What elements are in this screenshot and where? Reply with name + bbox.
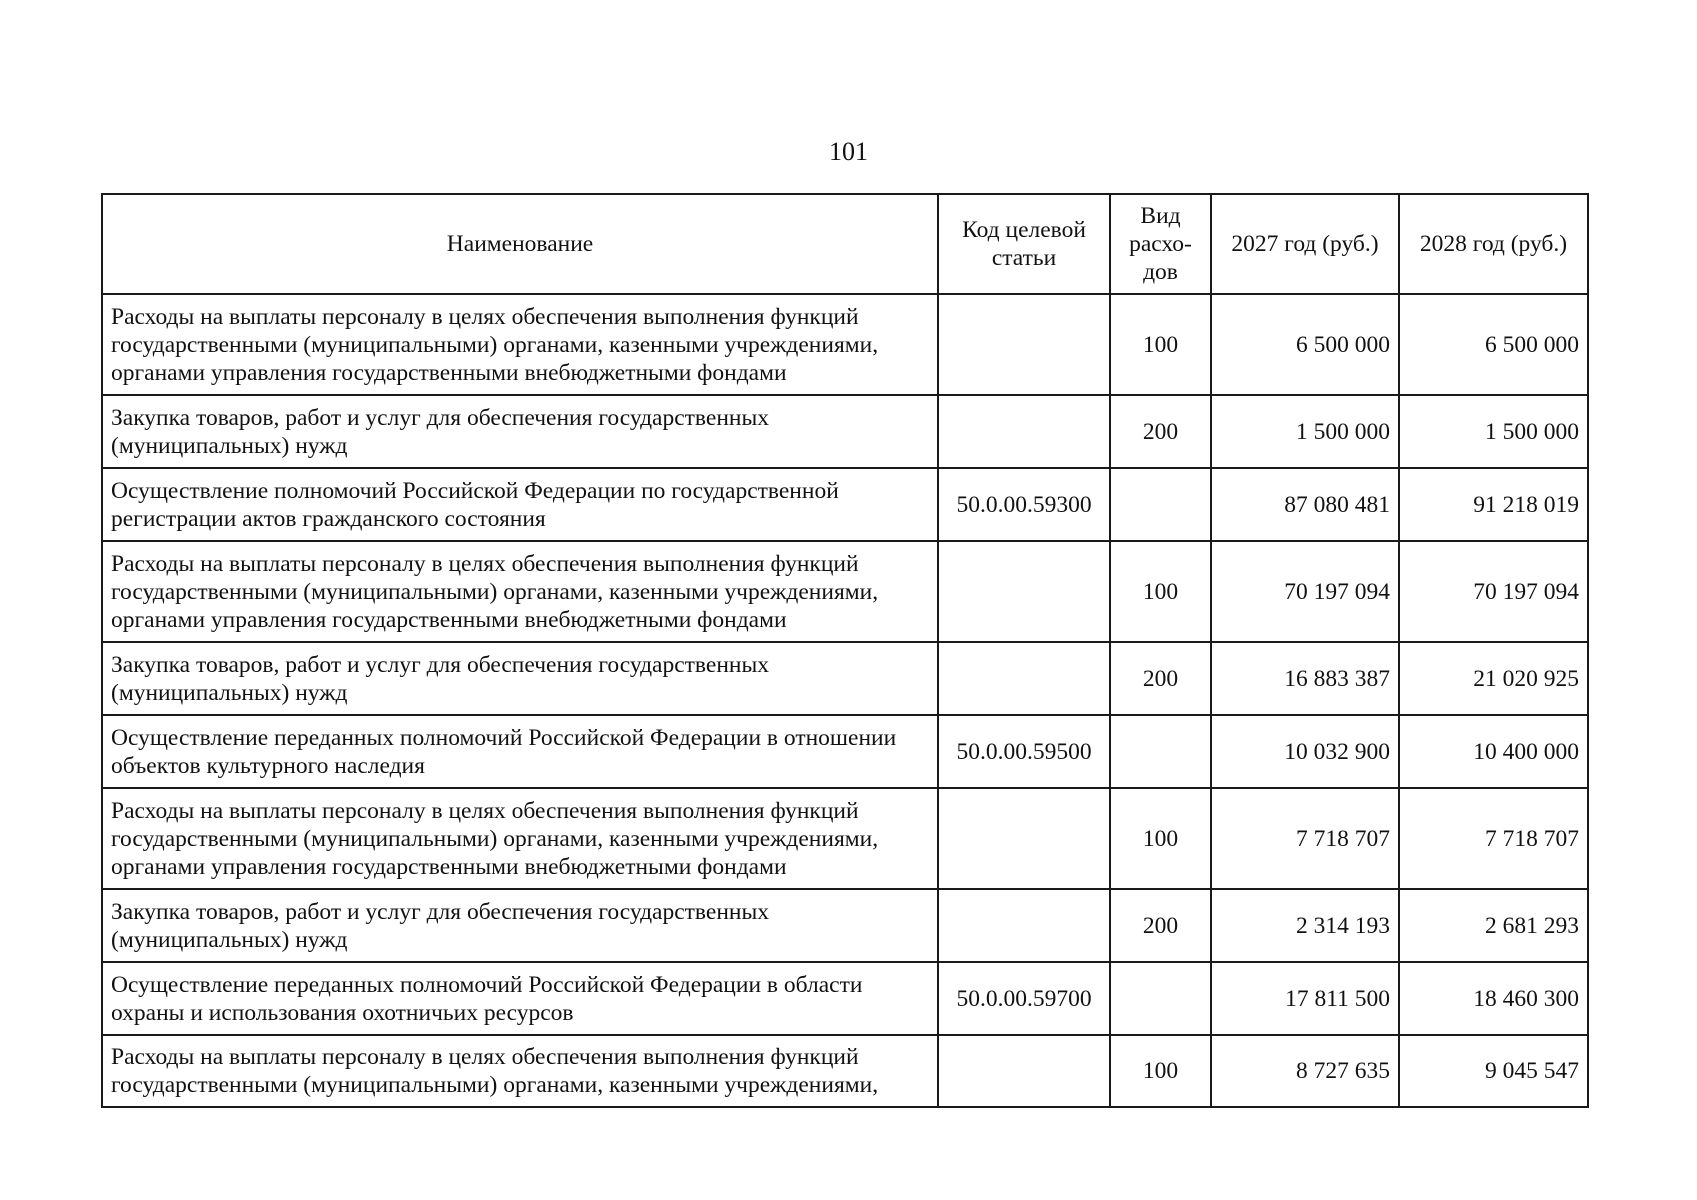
row-amount-2027: 2 314 193: [1211, 889, 1399, 962]
table-row: [102, 715, 1588, 788]
header-name: Наименование: [102, 194, 938, 294]
row-amount-2028: 10 400 000: [1399, 715, 1588, 788]
row-amount-2027: 87 080 481: [1211, 468, 1399, 541]
row-type: 100: [1110, 541, 1211, 642]
table-row: [102, 889, 1588, 962]
row-code: [938, 1035, 1110, 1107]
row-type: [1110, 962, 1211, 1035]
row-type: 100: [1110, 1035, 1211, 1107]
row-name: Закупка товаров, работ и услуг для обеспечения государственных (муниципальных) нужд: [102, 395, 938, 468]
row-amount-2027: 16 883 387: [1211, 642, 1399, 715]
row-code: 50.0.00.59300: [938, 468, 1110, 541]
row-type: 100: [1110, 788, 1211, 889]
row-amount-2027: 10 032 900: [1211, 715, 1399, 788]
header-year-2028: 2028 год (руб.): [1399, 194, 1588, 294]
table-row: [102, 642, 1588, 715]
row-amount-2028: 7 718 707: [1399, 788, 1588, 889]
row-name: Расходы на выплаты персоналу в целях обеспечения выполнения функций государственными (муниципальными) органами, казенными учреждениями, органами управления государственными внебюджетными фондами: [102, 294, 938, 395]
header-type: Вид расхо-дов: [1110, 194, 1211, 294]
table-header-row: [102, 194, 1588, 294]
row-amount-2027: 1 500 000: [1211, 395, 1399, 468]
table-row: [102, 294, 1588, 395]
row-amount-2027: 8 727 635: [1211, 1035, 1399, 1107]
row-amount-2027: 6 500 000: [1211, 294, 1399, 395]
table-row: [102, 395, 1588, 468]
row-type: [1110, 715, 1211, 788]
row-code: [938, 294, 1110, 395]
row-type: 100: [1110, 294, 1211, 395]
row-amount-2028: 18 460 300: [1399, 962, 1588, 1035]
row-code: [938, 541, 1110, 642]
row-name: Расходы на выплаты персоналу в целях обеспечения выполнения функций государственными (муниципальными) органами, казенными учреждениями, органами управления государственными внебюджетными фондами: [102, 788, 938, 889]
row-code: [938, 395, 1110, 468]
row-amount-2028: 21 020 925: [1399, 642, 1588, 715]
row-code: 50.0.00.59700: [938, 962, 1110, 1035]
header-code: Код целевой статьи: [938, 194, 1110, 294]
row-type: 200: [1110, 889, 1211, 962]
row-name: Осуществление переданных полномочий Российской Федерации в области охраны и использования охотничьих ресурсов: [102, 962, 938, 1035]
row-name: Расходы на выплаты персоналу в целях обеспечения выполнения функций государственными (муниципальными) органами, казенными учреждениями,: [102, 1035, 938, 1107]
table-row: [102, 468, 1588, 541]
row-amount-2028: 1 500 000: [1399, 395, 1588, 468]
row-name: Расходы на выплаты персоналу в целях обеспечения выполнения функций государственными (муниципальными) органами, казенными учреждениями, органами управления государственными внебюджетными фондами: [102, 541, 938, 642]
row-amount-2028: 6 500 000: [1399, 294, 1588, 395]
budget-table: [101, 193, 1589, 1108]
row-amount-2028: 70 197 094: [1399, 541, 1588, 642]
row-name: Осуществление полномочий Российской Федерации по государственной регистрации актов гражданского состояния: [102, 468, 938, 541]
row-code: [938, 889, 1110, 962]
table-row: [102, 962, 1588, 1035]
table-row: [102, 788, 1588, 889]
row-amount-2027: 70 197 094: [1211, 541, 1399, 642]
row-code: [938, 642, 1110, 715]
row-type: [1110, 468, 1211, 541]
row-amount-2028: 9 045 547: [1399, 1035, 1588, 1107]
row-amount-2027: 7 718 707: [1211, 788, 1399, 889]
row-code: [938, 788, 1110, 889]
table-row: [102, 541, 1588, 642]
row-amount-2027: 17 811 500: [1211, 962, 1399, 1035]
row-name: Закупка товаров, работ и услуг для обеспечения государственных (муниципальных) нужд: [102, 889, 938, 962]
row-code: 50.0.00.59500: [938, 715, 1110, 788]
row-type: 200: [1110, 395, 1211, 468]
table-row: [102, 1035, 1588, 1107]
row-amount-2028: 2 681 293: [1399, 889, 1588, 962]
row-amount-2028: 91 218 019: [1399, 468, 1588, 541]
row-name: Закупка товаров, работ и услуг для обеспечения государственных (муниципальных) нужд: [102, 642, 938, 715]
page-number: 101: [829, 137, 868, 166]
row-name: Осуществление переданных полномочий Российской Федерации в отношении объектов культурного наследия: [102, 715, 938, 788]
header-year-2027: 2027 год (руб.): [1211, 194, 1399, 294]
row-type: 200: [1110, 642, 1211, 715]
